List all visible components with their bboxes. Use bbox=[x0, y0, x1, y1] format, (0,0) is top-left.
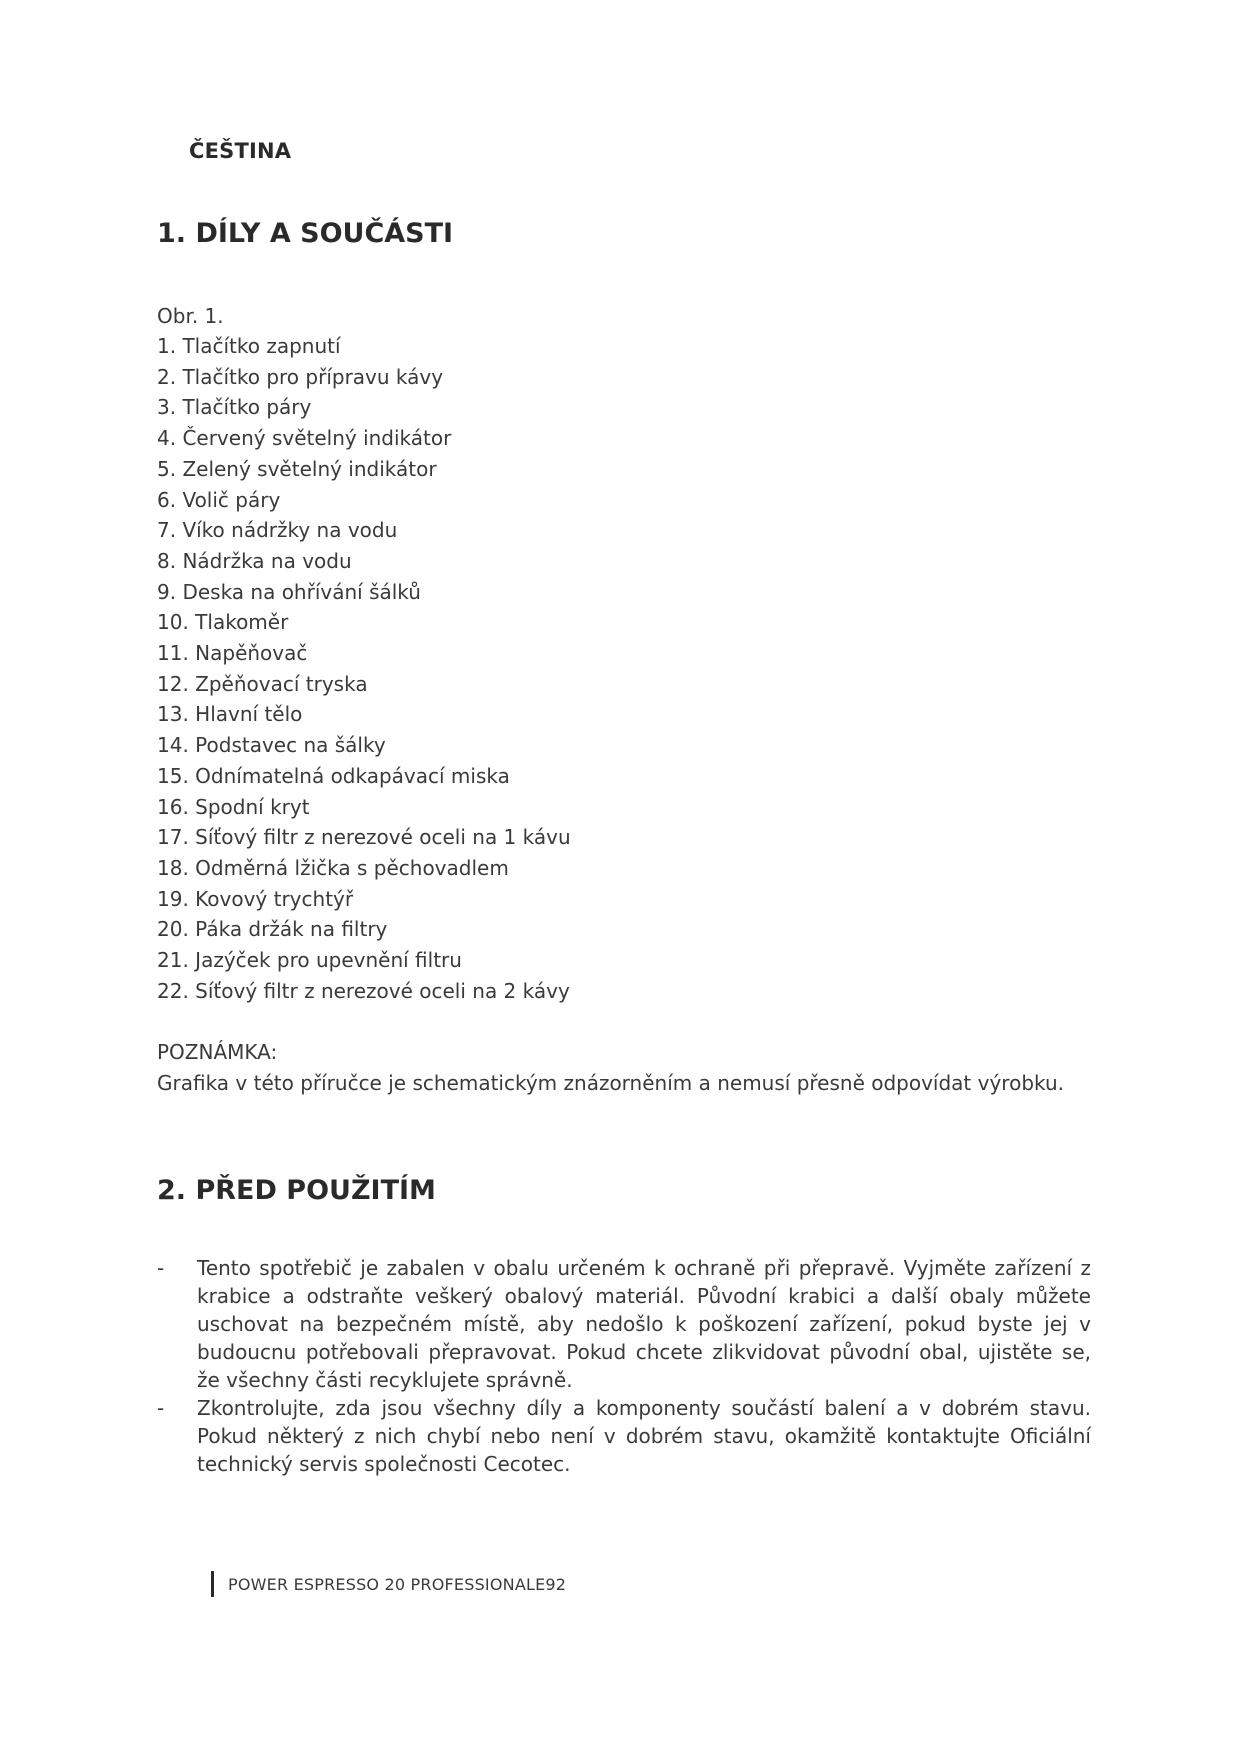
list-item: 6. Volič páry bbox=[157, 487, 281, 512]
list-item: 4. Červený světelný indikátor bbox=[157, 426, 452, 451]
list-item: 21. Jazýček pro upevnění filtru bbox=[157, 948, 462, 973]
list-item: 10. Tlakoměr bbox=[157, 610, 289, 635]
list-item: 3. Tlačítko páry bbox=[157, 395, 312, 420]
bullet-dash: - bbox=[157, 1256, 165, 1280]
list-item: 12. Zpěňovací tryska bbox=[157, 671, 368, 696]
page-footer bbox=[211, 1571, 566, 1597]
list-item: 8. Nádržka na vodu bbox=[157, 548, 352, 573]
instruction-item bbox=[157, 1394, 1091, 1478]
list-item: 7. Víko nádržky na vodu bbox=[157, 518, 398, 543]
parts-list bbox=[157, 331, 571, 1006]
note-label: POZNÁMKA: bbox=[157, 1040, 278, 1064]
note-text: Grafika v této příručce je schematickým znázorněním a nemusí přesně odpovídat výrobku. bbox=[157, 1071, 1065, 1095]
figure-label: Obr. 1. bbox=[157, 304, 224, 328]
list-item: 9. Deska na ohřívání šálků bbox=[157, 579, 421, 604]
footer-divider bbox=[211, 1571, 214, 1597]
list-item: 2. Tlačítko pro přípravu kávy bbox=[157, 364, 444, 389]
section-2-title: 2. PŘED POUŽITÍM bbox=[157, 1175, 436, 1206]
list-item: 18. Odměrná lžička s pěchovadlem bbox=[157, 855, 509, 880]
list-item: 14. Podstavec na šálky bbox=[157, 733, 386, 758]
list-item: 13. Hlavní tělo bbox=[157, 702, 303, 727]
list-item: 15. Odnímatelná odkapávací miska bbox=[157, 763, 510, 788]
instructions-list bbox=[157, 1254, 1091, 1478]
list-item: 20. Páka držák na filtry bbox=[157, 917, 388, 942]
instruction-text: Zkontrolujte, zda jsou všechny díly a komponenty součástí balení a v dobrém stavu. Pokud některý z nich chybí nebo není v dobrém stavu, okamžitě kontaktujte Oficiální technický servis společnosti Cecotec. bbox=[197, 1396, 1091, 1476]
list-item: 5. Zelený světelný indikátor bbox=[157, 456, 437, 481]
instruction-item bbox=[157, 1254, 1091, 1394]
instruction-text: Tento spotřebič je zabalen v obalu určeném k ochraně při přepravě. Vyjměte zařízení z krabice a odstraňte veškerý obalový materiál. Původní krabici a další obaly můžete uschovat na bezpečném místě, aby nedošlo k poškození zařízení, pokud byste jej v budoucnu potřebovali přepravovat. Pokud chcete zlikvidovat původní obal, ujistěte se, že všechny části recyklujete správně. bbox=[197, 1256, 1091, 1392]
footer-text: POWER ESPRESSO 20 PROFESSIONALE92 bbox=[228, 1574, 567, 1594]
list-item: 11. Napěňovač bbox=[157, 641, 308, 666]
language-heading: ČEŠTINA bbox=[189, 139, 292, 163]
list-item: 19. Kovový trychtýř bbox=[157, 886, 354, 911]
list-item: 17. Síťový filtr z nerezové oceli na 1 kávu bbox=[157, 825, 571, 850]
bullet-dash: - bbox=[157, 1396, 165, 1420]
list-item: 22. Síťový filtr z nerezové oceli na 2 kávy bbox=[157, 978, 570, 1003]
list-item: 1. Tlačítko zapnutí bbox=[157, 334, 341, 358]
section-1-title: 1. DÍLY A SOUČÁSTI bbox=[157, 218, 454, 249]
list-item: 16. Spodní kryt bbox=[157, 794, 310, 819]
